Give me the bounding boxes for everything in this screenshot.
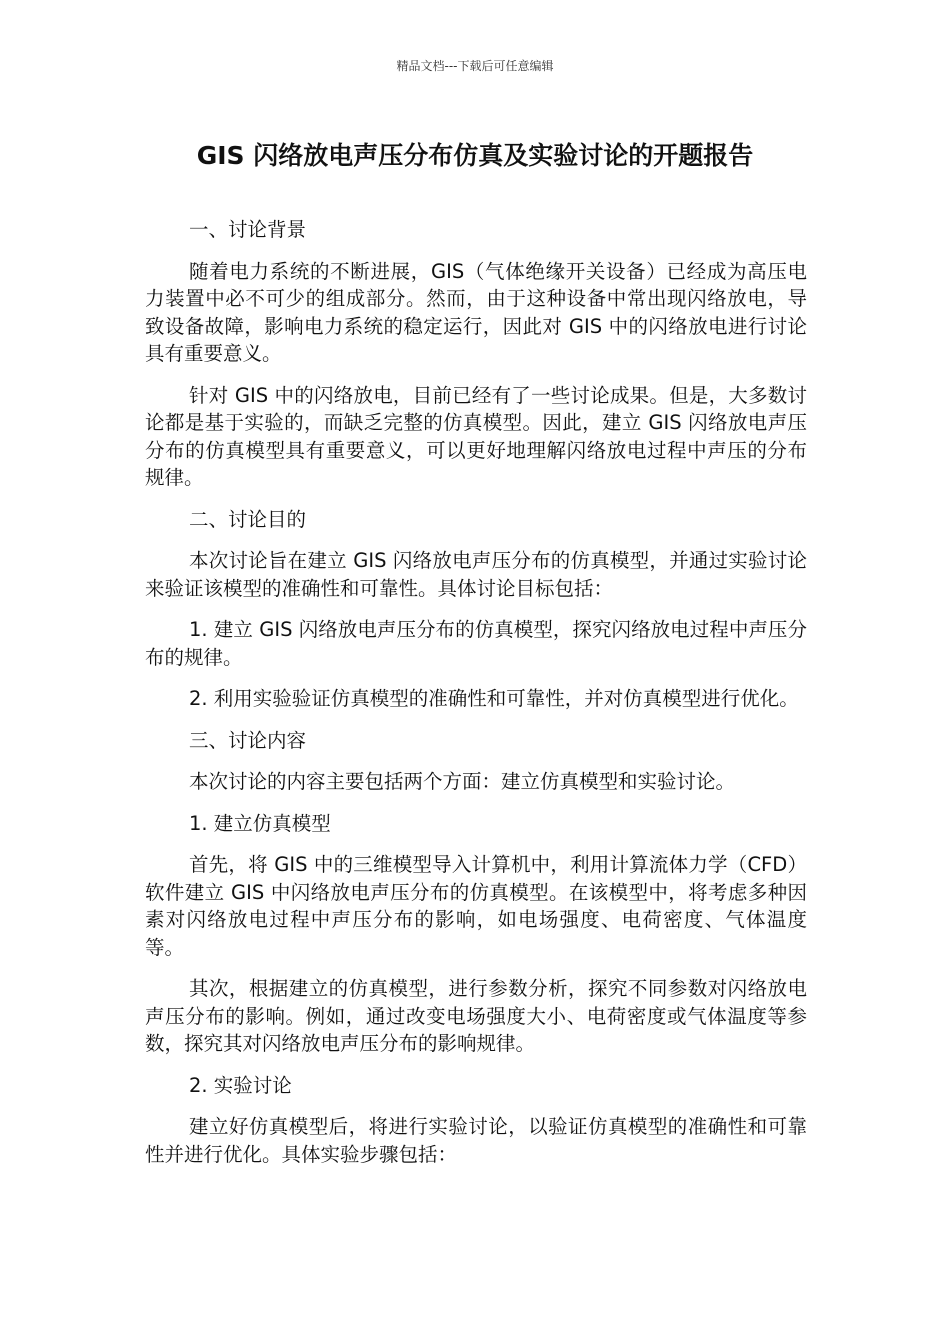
document-body bbox=[145, 216, 807, 1182]
body-paragraph: 针对 GIS 中的闪络放电，目前已经有了一些讨论成果。但是，大多数讨论都是基于实验的，而缺乏完整的仿真模型。因此，建立 GIS 闪络放电声压分布的仿真模型具有重要意义，可以更好地理解闪络放电过程中声压的分布规律。 bbox=[145, 383, 807, 489]
page-header-note: 精品文档---下载后可任意编辑 bbox=[396, 59, 554, 73]
section-heading-purpose: 二、讨论目的 bbox=[189, 507, 307, 531]
list-item: 2. 利用实验验证仿真模型的准确性和可靠性，并对仿真模型进行优化。 bbox=[189, 687, 799, 710]
list-item: 1. 建立 GIS 闪络放电声压分布的仿真模型，探究闪络放电过程中声压分布的规律。 bbox=[145, 618, 807, 669]
body-paragraph: 其次，根据建立的仿真模型，进行参数分析，探究不同参数对闪络放电声压分布的影响。例如，通过改变电场强度大小、电荷密度或气体温度等参数，探究其对闪络放电声压分布的影响规律。 bbox=[145, 977, 807, 1055]
body-paragraph: 首先，将 GIS 中的三维模型导入计算机中，利用计算流体力学（CFD）软件建立 GIS 中闪络放电声压分布的仿真模型。在该模型中，将考虑多种因素对闪络放电过程中声压分布的影响，如电场强度、电荷密度、气体温度等。 bbox=[145, 853, 807, 959]
body-paragraph: 建立好仿真模型后，将进行实验讨论，以验证仿真模型的准确性和可靠性并进行优化。具体实验步骤包括： bbox=[145, 1115, 807, 1166]
section-heading-background: 一、讨论背景 bbox=[189, 218, 307, 241]
body-paragraph: 随着电力系统的不断进展，GIS（气体绝缘开关设备）已经成为高压电力装置中必不可少的组成部分。然而，由于这种设备中常出现闪络放电，导致设备故障，影响电力系统的稳定运行，因此对 GIS 中的闪络放电进行讨论具有重要意义。 bbox=[145, 259, 807, 365]
body-paragraph: 本次讨论旨在建立 GIS 闪络放电声压分布的仿真模型，并通过实验讨论来验证该模型的准确性和可靠性。具体讨论目标包括： bbox=[145, 549, 807, 600]
document-title: GIS 闪络放电声压分布仿真及实验讨论的开题报告 bbox=[196, 141, 754, 170]
body-paragraph: 本次讨论的内容主要包括两个方面：建立仿真模型和实验讨论。 bbox=[189, 770, 736, 793]
subsection-heading-experiment: 2. 实验讨论 bbox=[189, 1073, 292, 1097]
section-heading-content: 三、讨论内容 bbox=[189, 728, 307, 752]
subsection-heading-model: 1. 建立仿真模型 bbox=[189, 811, 331, 835]
